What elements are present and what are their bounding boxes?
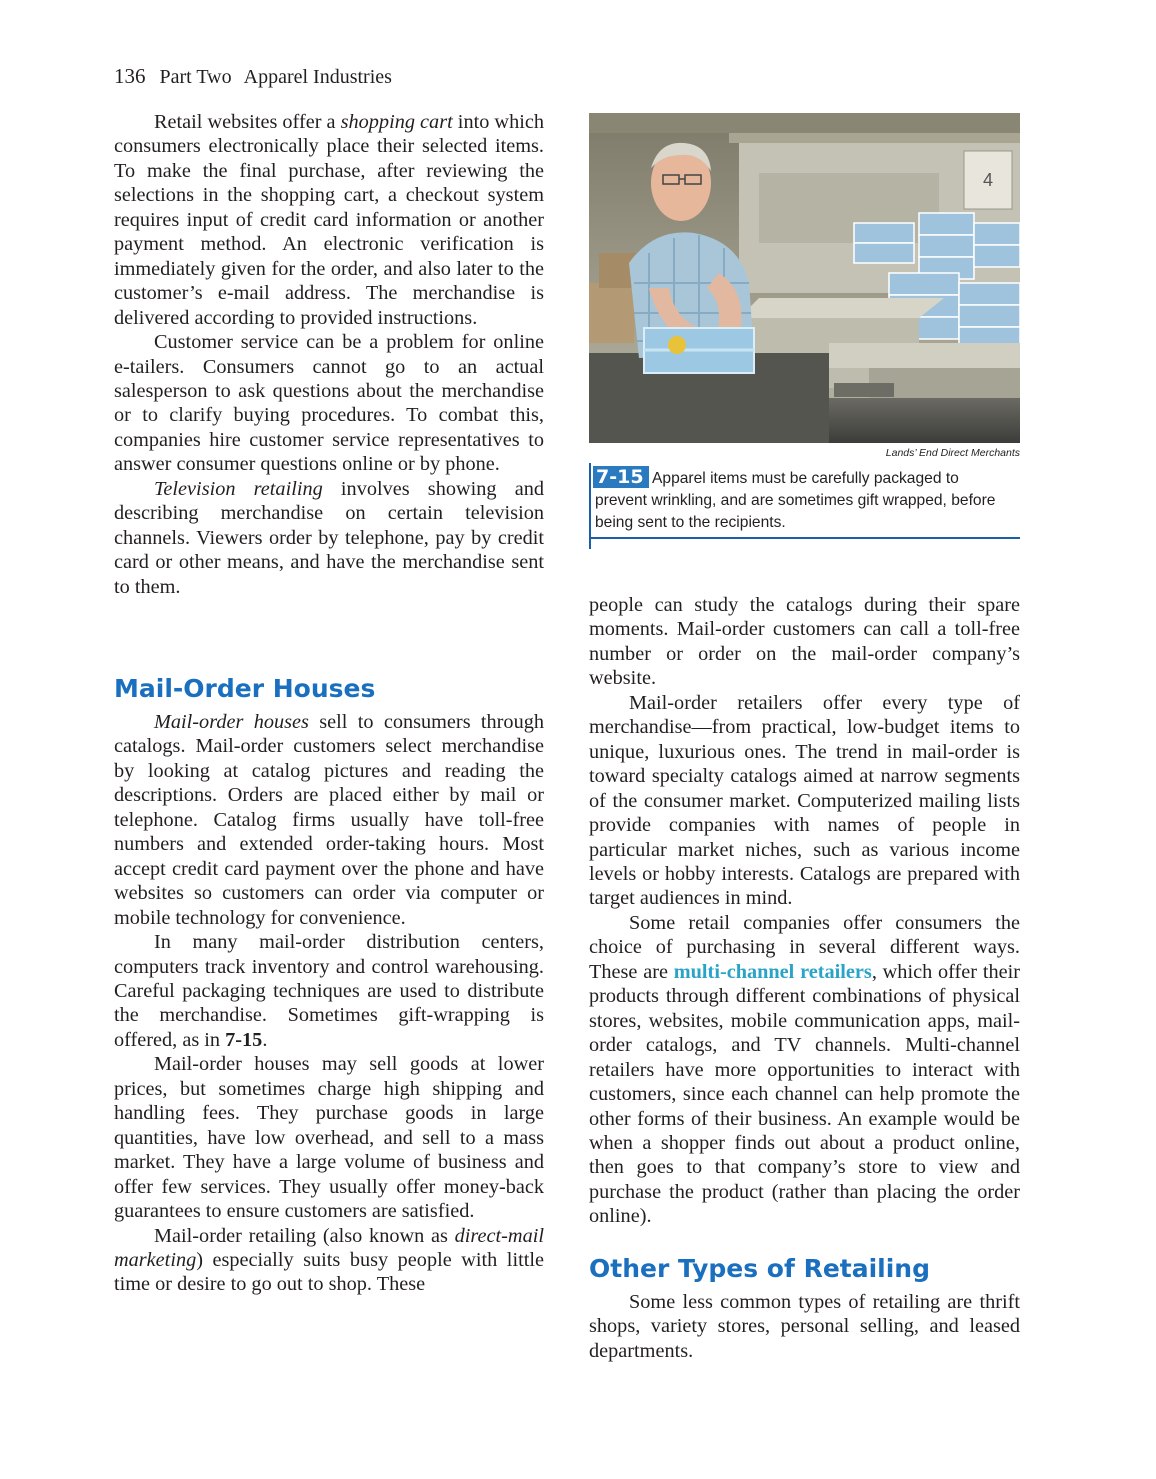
- figure-number-badge: 7-15: [593, 466, 649, 488]
- term-shopping-cart: shopping cart: [340, 111, 453, 133]
- section-heading-other-types: Other Types of Retailing: [589, 1254, 930, 1283]
- section-label: Apparel Industries: [243, 66, 392, 88]
- running-head: [114, 64, 392, 89]
- figure-photo: [589, 113, 1020, 443]
- photo-credit: Lands’ End Direct Merchants: [885, 447, 1020, 459]
- left-column-lower: [114, 710, 544, 1297]
- caption-rule: [589, 463, 591, 549]
- left-column-upper: [114, 110, 544, 599]
- paragraph-mail-order-houses: Mail-order houses sell to consumers through catalogs. Mail-order customers select merchandise by looking at catalog pictures and reading the descriptions. Orders are placed either by mail or telephone. Catalog firms usually have toll-free numbers and extended order-taking hours. Most accept credit card payment over the phone and have websites so customers can order via computer or mobile technology for convenience.: [114, 711, 544, 929]
- box-label: 4: [982, 170, 994, 190]
- figure-caption: Apparel items must be carefully packaged to prevent wrinkling, and are sometimes gift wrapped, before being sent to the recipients.: [595, 470, 996, 531]
- figure-reference[interactable]: 7-15: [225, 1028, 263, 1051]
- part-label: Part Two: [159, 66, 232, 88]
- paragraph-distribution-centers: In many mail-order distribution centers, computers track inventory and control warehousing. Careful packaging techniques are used to distribute the merchandise. Sometimes gift-wrapping is offered, as in 7-15.: [114, 931, 544, 1051]
- term-television-retailing: Television retailing: [154, 477, 323, 500]
- paragraph-continued: people can study the catalogs during their spare moments. Mail-order customers can call a toll-free number or order on the mail-order company’s website.: [589, 594, 1020, 690]
- term-direct-mail-marketing: direct-mail marketing: [114, 1224, 544, 1271]
- term-mail-order-houses: Mail-order houses: [154, 711, 309, 733]
- paragraph-customer-service: Customer service can be a problem for online e-tailers. Consumers cannot go to an actual salesperson to ask questions about the merchandise or to clarify buying procedures. To combat this, companies hire customer service representatives to answer consumer questions online or by phone.: [114, 331, 544, 476]
- paragraph-mail-order-retailers: Mail-order retailers offer every type of merchandise—from practical, low-budget items to unique, luxurious ones. The trend in mail-order is toward specialty catalogs aimed at narrow segments of the consumer market. Computerized mailing lists provide companies with names of people in particular market niches, such as various income levels or hobby interests. Catalogs are prepared with target audiences in mind.: [589, 691, 1020, 910]
- section-heading-mail-order: Mail-Order Houses: [114, 674, 376, 703]
- term-multi-channel-retailers: multi-channel retailers: [673, 960, 872, 983]
- paragraph-television-retailing: Television retailing involves showing and describing merchandise on certain television channels. Viewers order by telephone, pay by credit card or other means, and have the merchandise sent to them.: [114, 477, 544, 598]
- paragraph-lower-prices: Mail-order houses may sell goods at lower prices, but sometimes charge high shipping and handling fees. They purchase goods in large quantities, have low overhead, and sell to a mass market. They have a large volume of business and offer few services. They usually offer money-back guarantees to ensure customers are satisfied.: [114, 1053, 544, 1223]
- packaging-worker-illustration: [589, 113, 1020, 443]
- paragraph-multi-channel: Some retail companies offer consumers the choice of purchasing in several different ways. These are multi-channel retailers, which offer their products through different combinations of physical stores, websites, mobile communication apps, mail-order catalogs, and TV channels. Multi-channel retailers have more opportunities to interact with customers, since each channel can help promote the other forms of their business. An example would be when a shopper finds out about a product online, then goes to that company’s store to view and purchase the product (rather than placing the order online).: [589, 911, 1020, 1228]
- paragraph-shopping-cart: Retail websites offer a shopping cart into which consumers electronically place their selected items. To make the final purchase, after reviewing the selections in the shopping cart, a checkout system requires input of credit card information or another payment method. An electronic verification is immediately given for the order, and also later to the customer’s e-mail address. The merchandise is delivered according to provided instructions.: [114, 111, 544, 329]
- page-number: 136: [114, 64, 146, 88]
- paragraph-direct-mail: Mail-order retailing (also known as direct-mail marketing) especially suits busy people with little time or desire to go out to shop. These: [114, 1224, 544, 1296]
- right-column-upper: [589, 593, 1020, 1229]
- paragraph-less-common-types: Some less common types of retailing are thrift shops, variety stores, personal selling, and leased departments.: [589, 1291, 1020, 1362]
- right-column-lower: [589, 1290, 1020, 1363]
